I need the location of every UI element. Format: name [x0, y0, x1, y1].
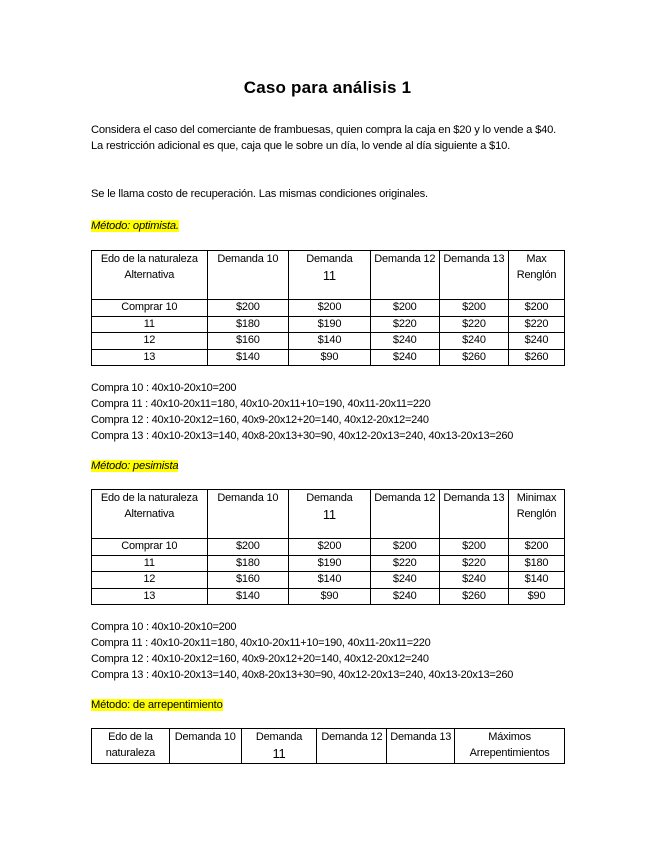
- header-label: Minimax Renglón: [516, 492, 557, 520]
- header-cell-demand-13: [439, 251, 508, 300]
- table-cell: $200: [289, 539, 371, 556]
- table-cell: $260: [439, 588, 508, 605]
- header-label: Edo de la naturaleza Alternativa: [100, 253, 198, 281]
- header-label: Edo de la naturaleza Alternativa: [100, 492, 198, 520]
- table-cell: $180: [207, 316, 289, 333]
- table-cell: $160: [207, 572, 289, 589]
- regret-table: [91, 728, 565, 764]
- table-cell: $200: [439, 300, 508, 317]
- header-cell-demand-13: [439, 490, 508, 539]
- formula-line: Compra 10 : 40x10-20x10=200: [91, 621, 237, 633]
- intro-paragraph: Considera el caso del comerciante de frambuesas, quien compra la caja en $20 y lo vende a $40. La restricción adicional es que, caja que le sobre un día, lo vende al día siguiente a $10.: [91, 124, 557, 152]
- regret-heading: [91, 697, 566, 713]
- header-cell-demand-12: [317, 729, 387, 764]
- table-cell: Comprar 10: [92, 300, 208, 317]
- table-cell: $200: [289, 300, 371, 317]
- table-row: [92, 316, 565, 333]
- header-label: Demanda: [255, 731, 303, 743]
- table-cell: 13: [92, 588, 208, 605]
- table-cell: $140: [207, 588, 289, 605]
- optimist-table: [91, 250, 565, 366]
- table-cell: $200: [508, 300, 564, 317]
- header-cell-max-regret: [455, 729, 565, 764]
- table-cell: 13: [92, 349, 208, 366]
- header-label: Demanda: [306, 253, 353, 265]
- header-cell-state: [92, 729, 170, 764]
- formula-line: Compra 13 : 40x10-20x13=140, 40x8-20x13+30=90, 40x12-20x13=240, 40x13-20x13=260: [91, 669, 514, 681]
- table-cell: 12: [92, 572, 208, 589]
- table-cell: $90: [289, 349, 371, 366]
- table-row: [92, 555, 565, 572]
- table-cell: $240: [439, 572, 508, 589]
- table-row: [92, 572, 565, 589]
- table-cell: $200: [207, 300, 289, 317]
- header-label: Demanda 13: [443, 253, 505, 265]
- pessimist-label: Método: pesimista: [91, 460, 179, 472]
- formula-line: Compra 13 : 40x10-20x13=140, 40x8-20x13+30=90, 40x12-20x13=240, 40x13-20x13=260: [91, 430, 514, 442]
- formula-line: Compra 11 : 40x10-20x11=180, 40x10-20x11+10=190, 40x11-20x11=220: [91, 398, 431, 410]
- table-cell: $160: [207, 333, 289, 350]
- table-cell: $220: [370, 316, 439, 333]
- table-cell: $140: [207, 349, 289, 366]
- table-cell: $240: [370, 349, 439, 366]
- table-row: [92, 588, 565, 605]
- table-row: [92, 300, 565, 317]
- table-cell: $240: [370, 588, 439, 605]
- table-cell: $190: [289, 555, 371, 572]
- table-cell: $240: [508, 333, 564, 350]
- table-cell: $200: [508, 539, 564, 556]
- optimist-label: Método: optimista.: [91, 220, 179, 232]
- header-label: Edo de la naturaleza: [105, 731, 156, 759]
- table-row: [92, 539, 565, 556]
- table-cell: 11: [92, 316, 208, 333]
- table-header-row: [92, 729, 565, 764]
- table-cell: $260: [439, 349, 508, 366]
- table-cell: $190: [289, 316, 371, 333]
- formula-line: Compra 12 : 40x10-20x12=160, 40x9-20x12+20=140, 40x12-20x12=240: [91, 414, 429, 426]
- table-cell: $90: [508, 588, 564, 605]
- optimist-heading: [91, 218, 566, 234]
- header-cell-max: [508, 251, 564, 300]
- table-cell: $220: [508, 316, 564, 333]
- pessimist-heading: [91, 458, 566, 474]
- table-cell: $240: [370, 572, 439, 589]
- pessimist-formulas: [91, 619, 571, 683]
- table-cell: $140: [289, 572, 371, 589]
- header-label: Demanda 10: [217, 253, 279, 265]
- optimist-formulas: [91, 380, 571, 444]
- table-cell: $140: [289, 333, 371, 350]
- table-cell: $220: [439, 555, 508, 572]
- page-title: Caso para análisis 1: [243, 78, 412, 97]
- header-cell-demand-11: [289, 490, 371, 539]
- table-cell: $200: [370, 300, 439, 317]
- table-cell: $220: [439, 316, 508, 333]
- header-cell-demand-12: [370, 490, 439, 539]
- table-cell: $180: [207, 555, 289, 572]
- regret-label: Método: de arrepentimiento: [91, 699, 223, 711]
- header-label: Max Renglón: [516, 253, 557, 281]
- header-label-big: 11: [322, 267, 336, 283]
- table-header-row: [92, 490, 565, 539]
- table-cell: $260: [508, 349, 564, 366]
- header-label: Demanda 10: [174, 731, 236, 743]
- table-cell: $240: [370, 333, 439, 350]
- header-label: Demanda 12: [374, 253, 436, 265]
- table-cell: $200: [439, 539, 508, 556]
- formula-line: Compra 10 : 40x10-20x10=200: [91, 382, 237, 394]
- header-cell-state: [92, 490, 208, 539]
- header-label: Demanda 13: [443, 492, 505, 504]
- header-label-big: 11: [272, 745, 286, 761]
- table-cell: $200: [370, 539, 439, 556]
- header-label: Máximos Arrepentimientos: [469, 731, 550, 759]
- header-cell-demand-11: [289, 251, 371, 300]
- header-label: Demanda: [306, 492, 353, 504]
- table-cell: 12: [92, 333, 208, 350]
- formula-line: Compra 12 : 40x10-20x12=160, 40x9-20x12+20=140, 40x12-20x12=240: [91, 653, 429, 665]
- table-cell: Comprar 10: [92, 539, 208, 556]
- header-cell-minimax: [508, 490, 564, 539]
- table-cell: 11: [92, 555, 208, 572]
- table-cell: $200: [207, 539, 289, 556]
- header-cell-demand-13: [387, 729, 455, 764]
- header-label: Demanda 10: [217, 492, 279, 504]
- header-label: Demanda 12: [374, 492, 436, 504]
- header-cell-demand-10: [169, 729, 241, 764]
- header-cell-demand-10: [207, 251, 289, 300]
- header-label: Demanda 13: [390, 731, 452, 743]
- formula-line: Compra 11 : 40x10-20x11=180, 40x10-20x11+10=190, 40x11-20x11=220: [91, 637, 431, 649]
- table-cell: $240: [439, 333, 508, 350]
- table-cell: $220: [370, 555, 439, 572]
- header-cell-demand-12: [370, 251, 439, 300]
- header-cell-demand-10: [207, 490, 289, 539]
- table-header-row: [92, 251, 565, 300]
- table-cell: $90: [289, 588, 371, 605]
- table-row: [92, 333, 565, 350]
- header-label: Demanda 12: [321, 731, 383, 743]
- header-cell-demand-11: [241, 729, 317, 764]
- header-cell-state: [92, 251, 208, 300]
- table-row: [92, 349, 565, 366]
- header-label-big: 11: [322, 506, 336, 522]
- pessimist-table: [91, 489, 565, 605]
- table-cell: $180: [508, 555, 564, 572]
- recovery-paragraph: Se le llama costo de recuperación. Las mismas condiciones originales.: [91, 188, 428, 200]
- table-cell: $140: [508, 572, 564, 589]
